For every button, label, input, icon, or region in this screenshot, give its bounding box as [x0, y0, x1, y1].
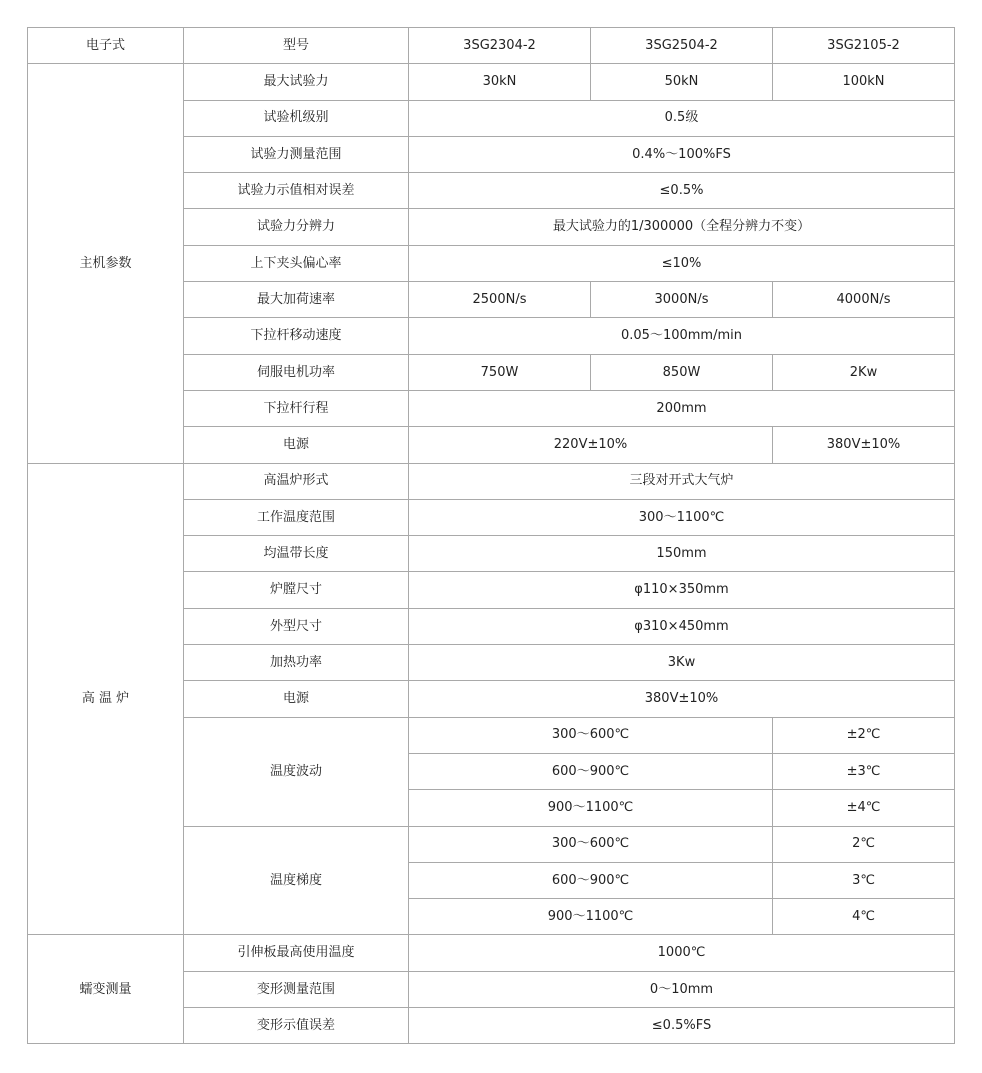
- header-category: 电子式: [28, 28, 184, 64]
- row-label: 伺服电机功率: [184, 354, 409, 390]
- cell-value: 0.5级: [409, 100, 955, 136]
- header-model-3: 3SG2105-2: [773, 28, 955, 64]
- cell-value: ±3℃: [773, 753, 955, 789]
- cell-value: 2℃: [773, 826, 955, 862]
- cell-range: 900～1100℃: [409, 899, 773, 935]
- row-label: 外型尺寸: [184, 608, 409, 644]
- cell-value: 380V±10%: [773, 427, 955, 463]
- cell-value: ±4℃: [773, 790, 955, 826]
- cell-value: 2Kw: [773, 354, 955, 390]
- cell-value: 200mm: [409, 390, 955, 426]
- cell-value: 三段对开式大气炉: [409, 463, 955, 499]
- table-row: [28, 935, 955, 971]
- spec-table: [27, 27, 955, 1044]
- row-label: 试验力测量范围: [184, 136, 409, 172]
- row-label: 引伸板最高使用温度: [184, 935, 409, 971]
- group-furnace: 高 温 炉: [28, 463, 184, 935]
- cell-range: 600～900℃: [409, 862, 773, 898]
- cell-value: φ310×450mm: [409, 608, 955, 644]
- row-label: 加热功率: [184, 645, 409, 681]
- cell-value: 3℃: [773, 862, 955, 898]
- header-model-1: 3SG2304-2: [409, 28, 591, 64]
- row-label: 最大试验力: [184, 64, 409, 100]
- cell-value: ≤0.5%FS: [409, 1008, 955, 1044]
- row-label: 变形示值误差: [184, 1008, 409, 1044]
- row-label: 高温炉形式: [184, 463, 409, 499]
- cell-value: 0.05～100mm/min: [409, 318, 955, 354]
- cell-value: φ110×350mm: [409, 572, 955, 608]
- cell-value: ≤10%: [409, 245, 955, 281]
- cell-value: 300～1100℃: [409, 499, 955, 535]
- header-model-2: 3SG2504-2: [591, 28, 773, 64]
- row-label: 下拉杆行程: [184, 390, 409, 426]
- cell-value: 100kN: [773, 64, 955, 100]
- cell-value: 最大试验力的1/300000（全程分辨力不变）: [409, 209, 955, 245]
- header-field: 型号: [184, 28, 409, 64]
- cell-value: 1000℃: [409, 935, 955, 971]
- cell-value: 0～10mm: [409, 971, 955, 1007]
- row-label: 试验力分辨力: [184, 209, 409, 245]
- row-label: 温度梯度: [184, 826, 409, 935]
- cell-range: 900～1100℃: [409, 790, 773, 826]
- cell-value: 220V±10%: [409, 427, 773, 463]
- cell-value: ±2℃: [773, 717, 955, 753]
- cell-range: 300～600℃: [409, 826, 773, 862]
- header-row: [28, 28, 955, 64]
- cell-value: 4000N/s: [773, 282, 955, 318]
- group-creep: 蠕变测量: [28, 935, 184, 1044]
- row-label: 工作温度范围: [184, 499, 409, 535]
- cell-value: 2500N/s: [409, 282, 591, 318]
- row-label: 变形测量范围: [184, 971, 409, 1007]
- row-label: 炉膛尺寸: [184, 572, 409, 608]
- row-label: 下拉杆移动速度: [184, 318, 409, 354]
- group-host: 主机参数: [28, 64, 184, 463]
- row-label: 试验力示值相对误差: [184, 173, 409, 209]
- row-label: 温度波动: [184, 717, 409, 826]
- cell-value: 750W: [409, 354, 591, 390]
- cell-value: 50kN: [591, 64, 773, 100]
- row-label: 上下夹头偏心率: [184, 245, 409, 281]
- cell-value: 0.4%～100%FS: [409, 136, 955, 172]
- table-row: [28, 64, 955, 100]
- cell-value: 150mm: [409, 536, 955, 572]
- row-label: 电源: [184, 681, 409, 717]
- cell-value: ≤0.5%: [409, 173, 955, 209]
- cell-value: 3000N/s: [591, 282, 773, 318]
- table-row: [28, 463, 955, 499]
- cell-value: 4℃: [773, 899, 955, 935]
- row-label: 均温带长度: [184, 536, 409, 572]
- cell-range: 300～600℃: [409, 717, 773, 753]
- cell-value: 380V±10%: [409, 681, 955, 717]
- row-label: 试验机级别: [184, 100, 409, 136]
- cell-range: 600～900℃: [409, 753, 773, 789]
- cell-value: 3Kw: [409, 645, 955, 681]
- cell-value: 30kN: [409, 64, 591, 100]
- row-label: 电源: [184, 427, 409, 463]
- row-label: 最大加荷速率: [184, 282, 409, 318]
- cell-value: 850W: [591, 354, 773, 390]
